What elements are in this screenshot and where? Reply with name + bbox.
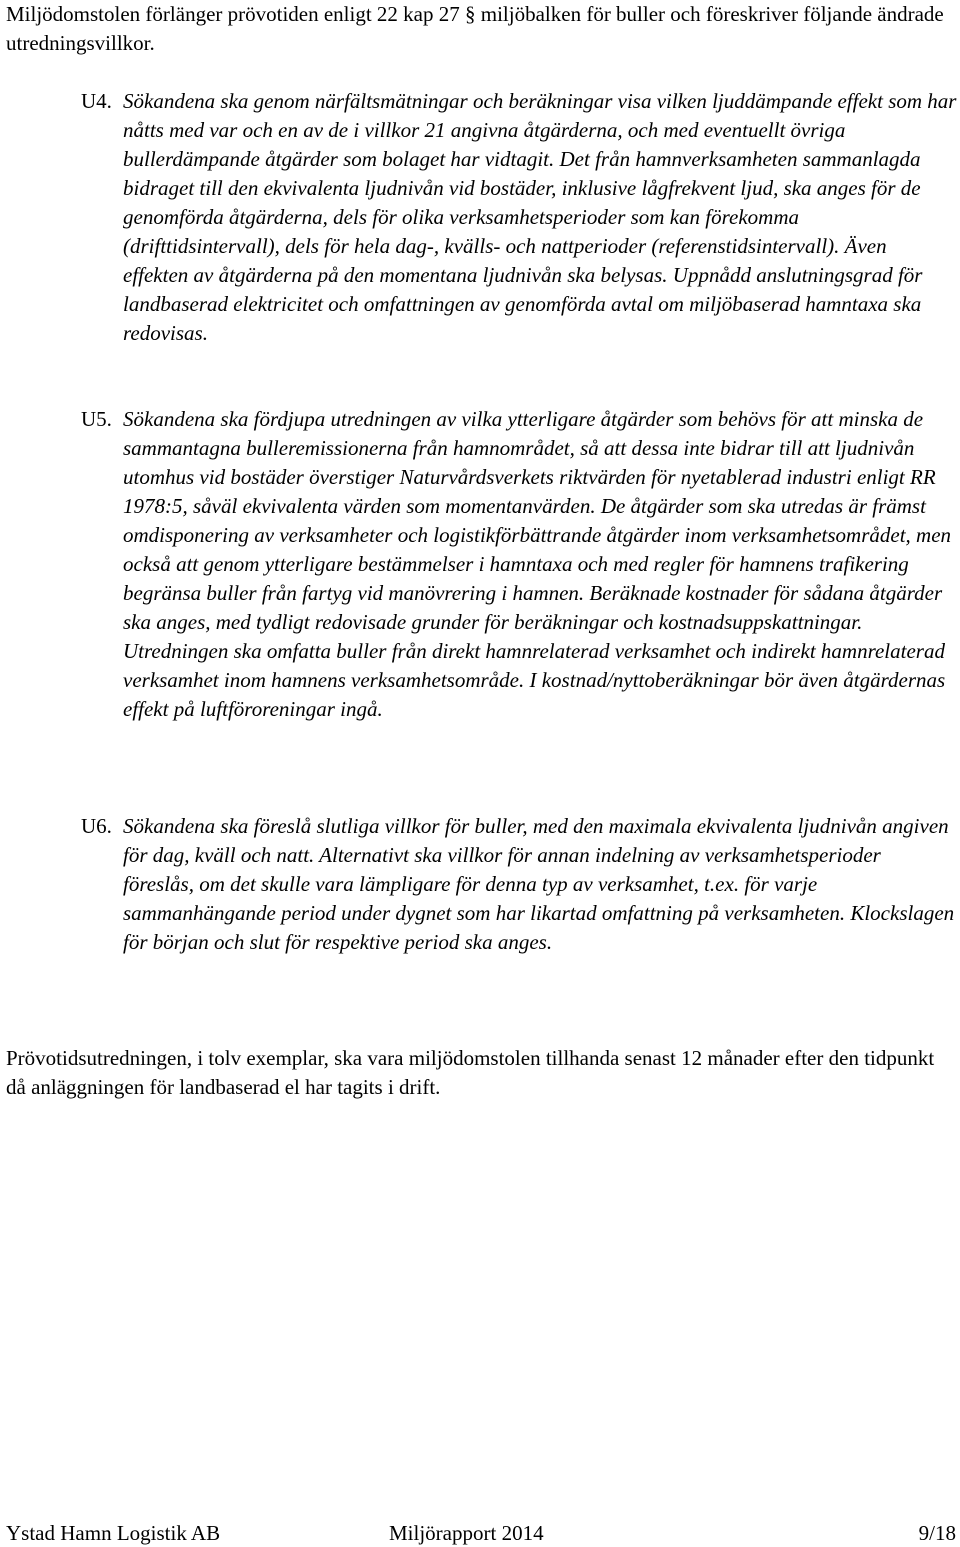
intro-paragraph: Miljödomstolen förlänger prövotiden enligt 22 kap 27 § miljöbalken för buller och föreskriver följande ändrade utredningsvillkor. bbox=[6, 2, 944, 55]
footer-company: Ystad Hamn Logistik AB bbox=[6, 1521, 221, 1545]
condition-label: U5. bbox=[81, 407, 112, 431]
condition-label: U4. bbox=[81, 89, 112, 113]
footer-report-title: Miljörapport 2014 bbox=[389, 1521, 544, 1545]
condition-text: Sökandena ska föreslå slutliga villkor för buller, med den maximala ekvivalenta ljudnivån angiven för dag, kväll och natt. Alternativt ska villkor för annan indelning av verksamhetsperioder föreslås, om det skulle vara lämpligare för denna typ av verksamhet, t.ex. för varje sammanhängande period under dygnet som har likartad omfattning på verksamheten. Klockslagen för början och slut för respektive period ska anges. bbox=[123, 814, 955, 954]
footer-page-number: 9/18 bbox=[918, 1521, 956, 1545]
condition-text: Sökandena ska fördjupa utredningen av vilka ytterligare åtgärder som behövs för att minska de sammantagna bulleremissionerna från hamnområdet, så att dessa inte bidrar till att ljudnivån utomhus vid bostäder överstiger Naturvårdsverkets riktvärden för nyetablerad industri enligt RR 1978:5, såväl ekvivalenta värden som momentanvärden. De åtgärder som ska utredas är främst omdisponering av verksamheter och logistikförbättrande åtgärder inom verksamhetsområdet, men också att genom ytterligare bestämmelser i hamntaxa och med regler för hamnens trafikering begränsa buller från fartyg vid manövrering i hamnen. Beräknade kostnader för sådana åtgärder ska anges, med tydligt redovisade grunder för beräkningar och kostnadsuppskattningar. Utredningen ska omfatta buller från direkt hamnrelaterad verksamhet och indirekt hamnrelaterad verksamhet inom hamnens verksamhetsområde. I kostnad/nyttoberäkningar bör även åtgärdernas effekt på luftföroreningar ingå. bbox=[123, 407, 952, 721]
condition-label: U6. bbox=[81, 814, 112, 838]
page-footer bbox=[6, 1519, 956, 1547]
condition-text: Sökandena ska genom närfältsmätningar och beräkningar visa vilken ljuddämpande effekt som har nåtts med var och en av de i villkor 21 angivna åtgärderna, och med eventuellt övriga bullerdämpande åtgärder som bolaget har vidtagit. Det från hamnverksamheten sammanlagda bidraget till den ekvivalenta ljudnivån vid bostäder, inklusive lågfrekvent ljud, ska anges för de genomförda åtgärderna, dels för olika verksamhetsperioder som kan förekomma (drifttidsintervall), dels för hela dag-, kvälls- och nattperioder (referenstidsintervall). Även effekten av åtgärderna på den momentana ljudnivån ska belysas. Uppnådd anslutningsgrad för landbaserad elektricitet och omfattningen av genomförda avtal om miljöbaserad hamntaxa ska redovisas. bbox=[123, 89, 957, 345]
closing-paragraph: Prövotidsutredningen, i tolv exemplar, ska vara miljödomstolen tillhanda senast 12 månader efter den tidpunkt då anläggningen för landbaserad el har tagits i drift. bbox=[6, 1046, 935, 1099]
